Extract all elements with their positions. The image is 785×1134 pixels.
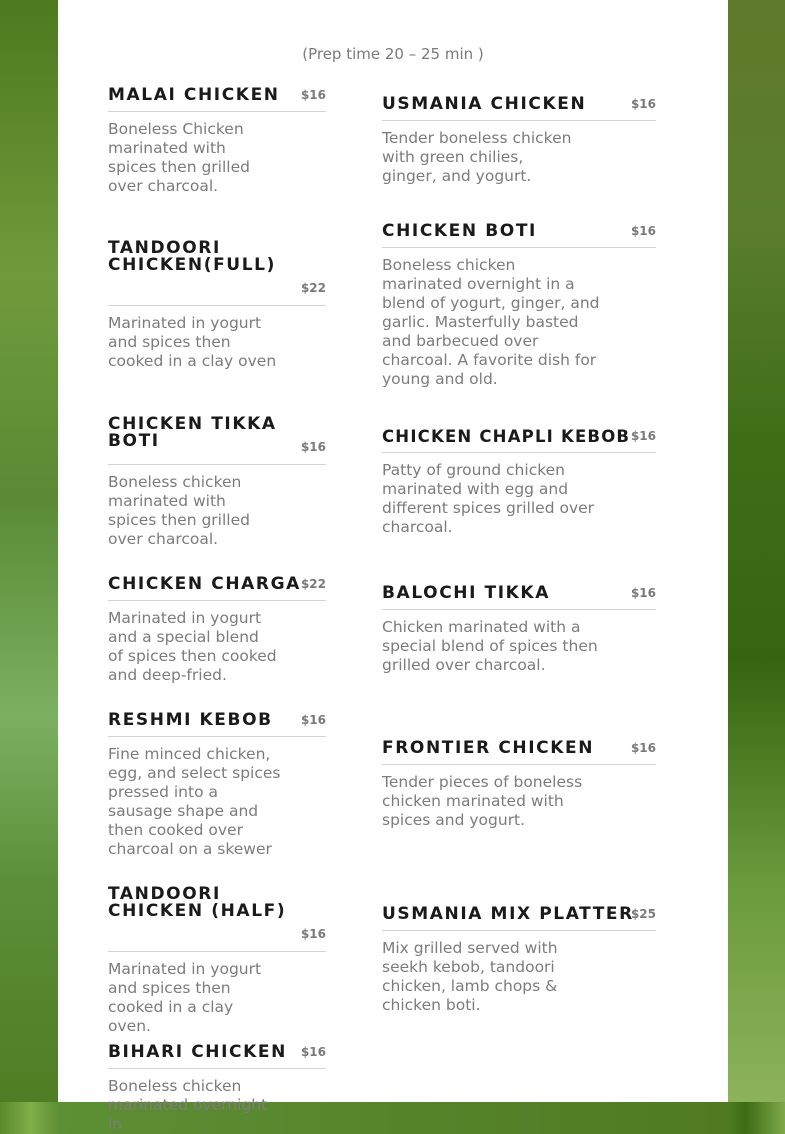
item-price: $16: [630, 586, 656, 600]
item-header: [382, 906, 656, 931]
item-price: $22: [300, 281, 326, 295]
menu-item: [108, 240, 326, 371]
menu-item: [382, 906, 656, 1015]
item-name: BALOCHI TIKKA: [382, 583, 550, 603]
item-header: [108, 87, 326, 112]
item-header: [382, 585, 656, 610]
item-price: $22: [300, 577, 326, 591]
item-price: $16: [300, 1045, 326, 1059]
item-description: Boneless chicken marinated with spices then grilled over charcoal.: [108, 473, 250, 548]
item-name: USMANIA MIX PLATTER: [382, 904, 634, 924]
item-name: BIHARI CHICKEN: [108, 1042, 287, 1062]
background-right: [728, 0, 785, 1102]
menu-item: [108, 576, 326, 685]
item-price: $16: [300, 927, 326, 941]
item-description: Marinated in yogurt and a special blend of spices then cooked and deep-fried.: [108, 609, 277, 684]
item-header: [382, 740, 656, 765]
menu-item: [382, 223, 656, 389]
item-description: Boneless Chicken marinated with spices then grilled over charcoal.: [108, 120, 250, 195]
item-price: $16: [300, 713, 326, 727]
menu-item: [382, 428, 656, 537]
item-name: MALAI CHICKEN: [108, 85, 280, 105]
menu-item: [108, 886, 326, 1036]
item-header: [108, 712, 326, 737]
item-header: [382, 223, 656, 248]
menu-item: [382, 740, 656, 830]
item-price: $16: [300, 88, 326, 102]
item-name: USMANIA CHICKEN: [382, 94, 587, 114]
item-price: $25: [630, 907, 656, 921]
item-description: Boneless chicken marinated overnight in: [108, 1077, 268, 1133]
menu-item: [108, 1044, 326, 1134]
item-name: CHICKEN CHARGA: [108, 574, 301, 594]
item-name: TANDOORI CHICKEN(FULL): [108, 238, 276, 275]
menu-item: [382, 585, 656, 675]
background-left: [0, 0, 58, 1102]
item-name: TANDOORI CHICKEN (HALF): [108, 884, 287, 921]
menu-item: [108, 87, 326, 196]
item-price: $16: [630, 741, 656, 755]
item-description: Tender pieces of boneless chicken marinated with spices and yogurt.: [382, 773, 583, 829]
item-header: [108, 1044, 326, 1069]
item-price: $16: [300, 440, 326, 454]
item-price: $16: [630, 429, 656, 443]
item-header: [382, 428, 656, 453]
item-description: Marinated in yogurt and spices then cooked in a clay oven: [108, 314, 277, 370]
item-description: Chicken marinated with a special blend of spices then grilled over charcoal.: [382, 618, 598, 674]
prep-time: (Prep time 20 – 25 min ): [302, 45, 484, 63]
menu-item: [108, 712, 326, 859]
menu-item: [108, 416, 326, 549]
item-price: $16: [630, 97, 656, 111]
menu-panel: [58, 0, 728, 1133]
menu-item: [382, 96, 656, 186]
item-header: [382, 96, 656, 121]
item-description: Marinated in yogurt and spices then cooked in a clay oven.: [108, 960, 262, 1035]
item-header: [108, 240, 326, 306]
item-name: CHICKEN CHAPLI KEBOB: [382, 427, 631, 446]
item-description: Fine minced chicken, egg, and select spices pressed into a sausage shape and then cooked over charcoal on a skewer: [108, 745, 281, 858]
item-header: [108, 576, 326, 601]
item-header: [108, 416, 326, 465]
item-description: Boneless chicken marinated overnight in a blend of yogurt, ginger, and garlic. Masterfully basted and barbecued over charcoal. A favorite dish for young and old.: [382, 256, 600, 388]
item-name: CHICKEN BOTI: [382, 221, 537, 241]
item-name: RESHMI KEBOB: [108, 710, 273, 730]
item-description: Mix grilled served with seekh kebob, tandoori chicken, lamb chops & chicken boti.: [382, 939, 558, 1014]
item-name: FRONTIER CHICKEN: [382, 738, 595, 758]
item-description: Tender boneless chicken with green chilies, ginger, and yogurt.: [382, 129, 572, 185]
item-header: [108, 886, 326, 952]
item-name: CHICKEN TIKKA BOTI: [108, 414, 277, 451]
item-price: $16: [630, 224, 656, 238]
item-description: Patty of ground chicken marinated with egg and different spices grilled over charcoal.: [382, 461, 595, 536]
